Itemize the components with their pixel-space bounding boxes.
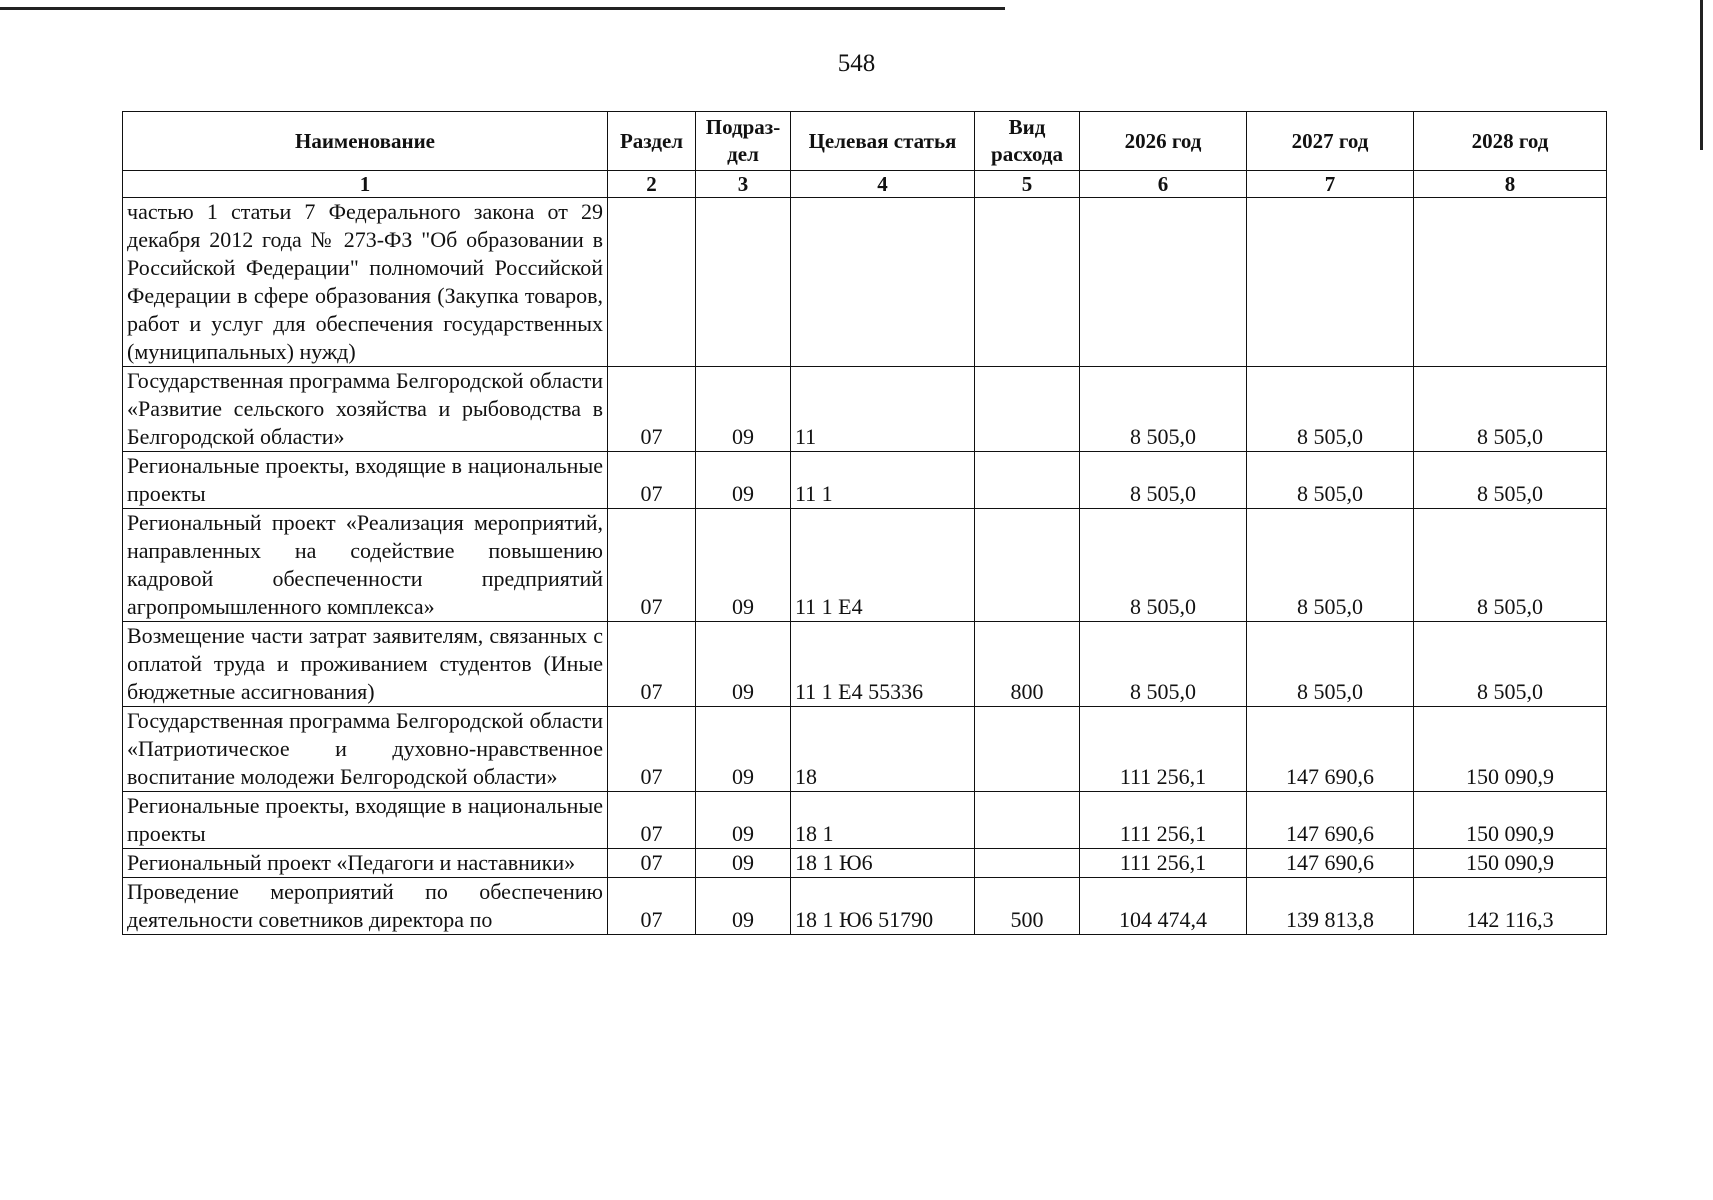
cell-target: 11 1 Е4 55336 [791,622,975,707]
table-row [123,707,1607,792]
cell-target: 11 [791,367,975,452]
header-expense-type: Вид расхода [975,112,1080,171]
cell-target: 18 1 Ю6 51790 [791,878,975,935]
cell-2026 [1080,198,1247,367]
table-row [123,792,1607,849]
table-row [123,509,1607,622]
cell-name: Государственная программа Белгородской области «Развитие сельского хозяйства и рыбоводства в Белгородской области» [123,367,608,452]
cell-2027: 8 505,0 [1247,622,1414,707]
cell-expense-type [975,198,1080,367]
cell-section: 07 [608,622,696,707]
table-row [123,198,1607,367]
cell-2028: 8 505,0 [1414,509,1607,622]
cell-2028 [1414,198,1607,367]
cell-section: 07 [608,849,696,878]
cell-target: 11 1 Е4 [791,509,975,622]
cell-2026: 8 505,0 [1080,367,1247,452]
cell-2027: 8 505,0 [1247,509,1414,622]
table-header [123,112,1607,198]
cell-subsection: 09 [696,707,791,792]
header-subsection: Подраз-дел [696,112,791,171]
table-row [123,452,1607,509]
header-2027: 2027 год [1247,112,1414,171]
cell-subsection: 09 [696,367,791,452]
cell-section: 07 [608,452,696,509]
cell-2027: 8 505,0 [1247,452,1414,509]
cell-2026: 111 256,1 [1080,707,1247,792]
cell-2026: 111 256,1 [1080,849,1247,878]
cell-name: Государственная программа Белгородской области «Патриотическое и духовно-нравственное воспитание молодежи Белгородской области» [123,707,608,792]
cell-expense-type [975,452,1080,509]
column-number: 8 [1414,171,1607,198]
cell-2026: 8 505,0 [1080,622,1247,707]
cell-expense-type [975,707,1080,792]
header-name: Наименование [123,112,608,171]
cell-expense-type: 500 [975,878,1080,935]
cell-2026: 111 256,1 [1080,792,1247,849]
page-number: 548 [837,50,876,77]
cell-2026: 8 505,0 [1080,509,1247,622]
cell-section: 07 [608,707,696,792]
header-2028: 2028 год [1414,112,1607,171]
table-row [123,622,1607,707]
cell-expense-type [975,367,1080,452]
cell-name: Региональные проекты, входящие в национальные проекты [123,452,608,509]
cell-2026: 104 474,4 [1080,878,1247,935]
cell-subsection [696,198,791,367]
cell-name: Возмещение части затрат заявителям, связанных с оплатой труда и проживанием студентов (Иные бюджетные ассигнования) [123,622,608,707]
cell-subsection: 09 [696,509,791,622]
column-number: 1 [123,171,608,198]
cell-name: Региональный проект «Реализация мероприятий, направленных на содействие повышению кадровой обеспеченности предприятий агропромышленного комплекса» [123,509,608,622]
cell-target: 18 1 [791,792,975,849]
column-number: 4 [791,171,975,198]
cell-name: Региональные проекты, входящие в национальные проекты [123,792,608,849]
cell-subsection: 09 [696,452,791,509]
cell-2027 [1247,198,1414,367]
cell-2028: 8 505,0 [1414,367,1607,452]
top-rule [0,7,1005,10]
cell-2027: 8 505,0 [1247,367,1414,452]
cell-2028: 8 505,0 [1414,452,1607,509]
column-number: 3 [696,171,791,198]
cell-target: 18 1 Ю6 [791,849,975,878]
cell-name: Проведение мероприятий по обеспечению деятельности советников директора по [123,878,608,935]
cell-name: Региональный проект «Педагоги и наставники» [123,849,608,878]
cell-2027: 147 690,6 [1247,849,1414,878]
cell-expense-type: 800 [975,622,1080,707]
column-number: 7 [1247,171,1414,198]
table-body [123,198,1607,935]
cell-section: 07 [608,878,696,935]
column-number-row [123,171,1607,198]
cell-subsection: 09 [696,622,791,707]
cell-expense-type [975,509,1080,622]
cell-subsection: 09 [696,849,791,878]
cell-2027: 147 690,6 [1247,707,1414,792]
column-number: 5 [975,171,1080,198]
cell-section: 07 [608,367,696,452]
cell-name: частью 1 статьи 7 Федерального закона от 29 декабря 2012 года № 273-ФЗ "Об образовании в Российской Федерации" полномочий Российской Федерации в сфере образования (Закупка товаров, работ и услуг для обеспечения государственных (муниципальных) нужд) [123,198,608,367]
cell-target: 11 1 [791,452,975,509]
cell-2026: 8 505,0 [1080,452,1247,509]
header-section: Раздел [608,112,696,171]
cell-section: 07 [608,792,696,849]
cell-target: 18 [791,707,975,792]
budget-table [122,111,1607,935]
header-row [123,112,1607,171]
cell-2028: 150 090,9 [1414,707,1607,792]
column-number: 6 [1080,171,1247,198]
cell-2028: 8 505,0 [1414,622,1607,707]
cell-2028: 150 090,9 [1414,792,1607,849]
cell-2027: 147 690,6 [1247,792,1414,849]
table-row [123,367,1607,452]
header-target: Целевая статья [791,112,975,171]
cell-2027: 139 813,8 [1247,878,1414,935]
cell-2028: 142 116,3 [1414,878,1607,935]
cell-section [608,198,696,367]
cell-subsection: 09 [696,792,791,849]
cell-target [791,198,975,367]
cell-2028: 150 090,9 [1414,849,1607,878]
column-number: 2 [608,171,696,198]
cell-section: 07 [608,509,696,622]
cell-expense-type [975,792,1080,849]
cell-expense-type [975,849,1080,878]
cell-subsection: 09 [696,878,791,935]
table-row [123,849,1607,878]
header-2026: 2026 год [1080,112,1247,171]
table-row [123,878,1607,935]
